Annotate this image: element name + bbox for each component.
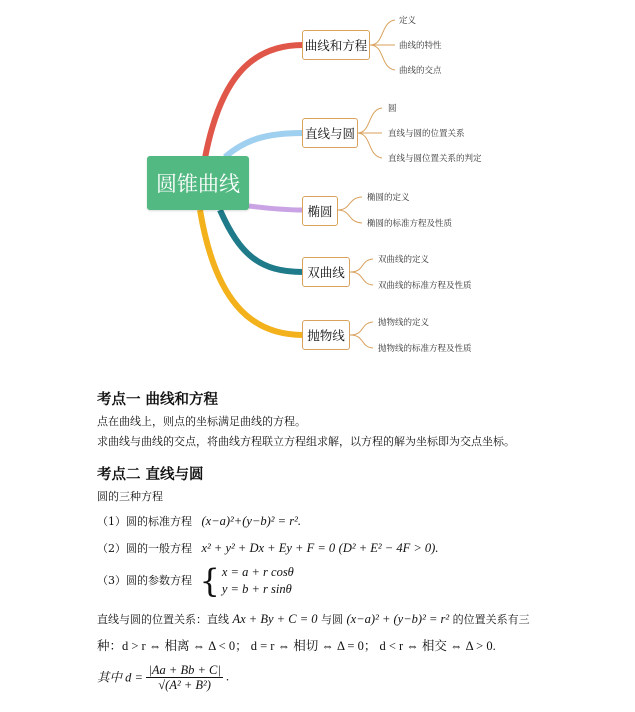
position-cases: 种：d > r ⇔ 相离 ⇔ Δ < 0； d = r ⇔ 相切 ⇔ Δ = 0； d < r ⇔ 相交 ⇔ Δ > 0. (97, 639, 496, 653)
distance-suffix: . (226, 669, 230, 684)
position-relation-line (97, 612, 557, 627)
leaf: 曲线的特性 (399, 41, 442, 51)
branch-curve-equation: 曲线和方程 (302, 30, 370, 60)
mind-map-root: 圆锥曲线 (147, 156, 249, 210)
leaf: 直线与圆的位置关系 (388, 129, 465, 139)
distance-fraction (146, 663, 222, 692)
leaf: 双曲线的标准方程及性质 (378, 281, 472, 291)
parametric-equation-system (200, 564, 294, 598)
leaf: 双曲线的定义 (378, 255, 430, 265)
general-equation-condition: (D² + E² − 4F > 0). (338, 541, 439, 555)
line-equation: Ax + By + C = 0 (232, 612, 318, 626)
distance-formula-line (97, 663, 557, 692)
distance-numerator: |Aa + Bb + C| (148, 663, 221, 677)
general-equation: x² + y² + Dx + Ey + F = 0 (201, 541, 336, 555)
left-brace: { (199, 562, 220, 600)
general-equation-label: （2）圆的一般方程 (97, 542, 192, 555)
distance-denominator: √(A² + B²) (158, 678, 211, 692)
leaf: 抛物线的标准方程及性质 (378, 344, 472, 354)
parametric-y: y = b + r sinθ (221, 582, 292, 596)
leaf: 曲线的交点 (399, 66, 442, 76)
section-2-title: 考点二 直线与圆 (97, 467, 204, 483)
standard-equation: (x−a)²+(y−b)² = r². (201, 514, 301, 528)
section-1-title: 考点一 曲线和方程 (97, 392, 219, 408)
connector-branch-3 (249, 206, 303, 210)
position-text-1: 直线与圆的位置关系：直线 (97, 613, 229, 626)
position-text-2: 与圆 (321, 613, 344, 626)
leaf-brackets (337, 20, 395, 348)
standard-equation-label: （1）圆的标准方程 (97, 515, 192, 528)
branch-line-circle: 直线与圆 (302, 118, 358, 148)
leaf: 圆 (388, 104, 397, 114)
general-equation-line (97, 541, 557, 556)
distance-prefix: 其中 d = (97, 670, 143, 685)
branch-ellipse: 椭圆 (302, 196, 338, 226)
section-1-line-2: 求曲线与曲线的交点，将曲线方程联立方程组求解，以方程的解为坐标即为交点坐标。 (97, 435, 515, 448)
parametric-x: x = a + r cosθ (221, 565, 294, 579)
leaf: 抛物线的定义 (378, 318, 430, 328)
section-1-line-1: 点在曲线上，则点的坐标满足曲线的方程。 (97, 415, 306, 428)
circle-equation: (x−a)² + (y−b)² = r² (346, 612, 450, 626)
document-body (97, 388, 557, 692)
position-text-3: 的位置关系有三 (452, 613, 530, 626)
leaf: 直线与圆位置关系的判定 (388, 154, 482, 164)
connector-branch-2 (225, 133, 303, 157)
branch-parabola: 抛物线 (302, 320, 350, 350)
leaf: 椭圆的定义 (367, 193, 410, 203)
parametric-equation-line (97, 564, 557, 598)
standard-equation-line (97, 514, 557, 529)
leaf: 椭圆的标准方程及性质 (367, 219, 453, 229)
circle-equations-intro: 圆的三种方程 (97, 490, 163, 503)
branch-hyperbola: 双曲线 (302, 257, 350, 287)
parametric-equation-label: （3）圆的参数方程 (97, 574, 192, 587)
leaf: 定义 (399, 16, 417, 26)
connector-branch-4 (220, 210, 303, 272)
